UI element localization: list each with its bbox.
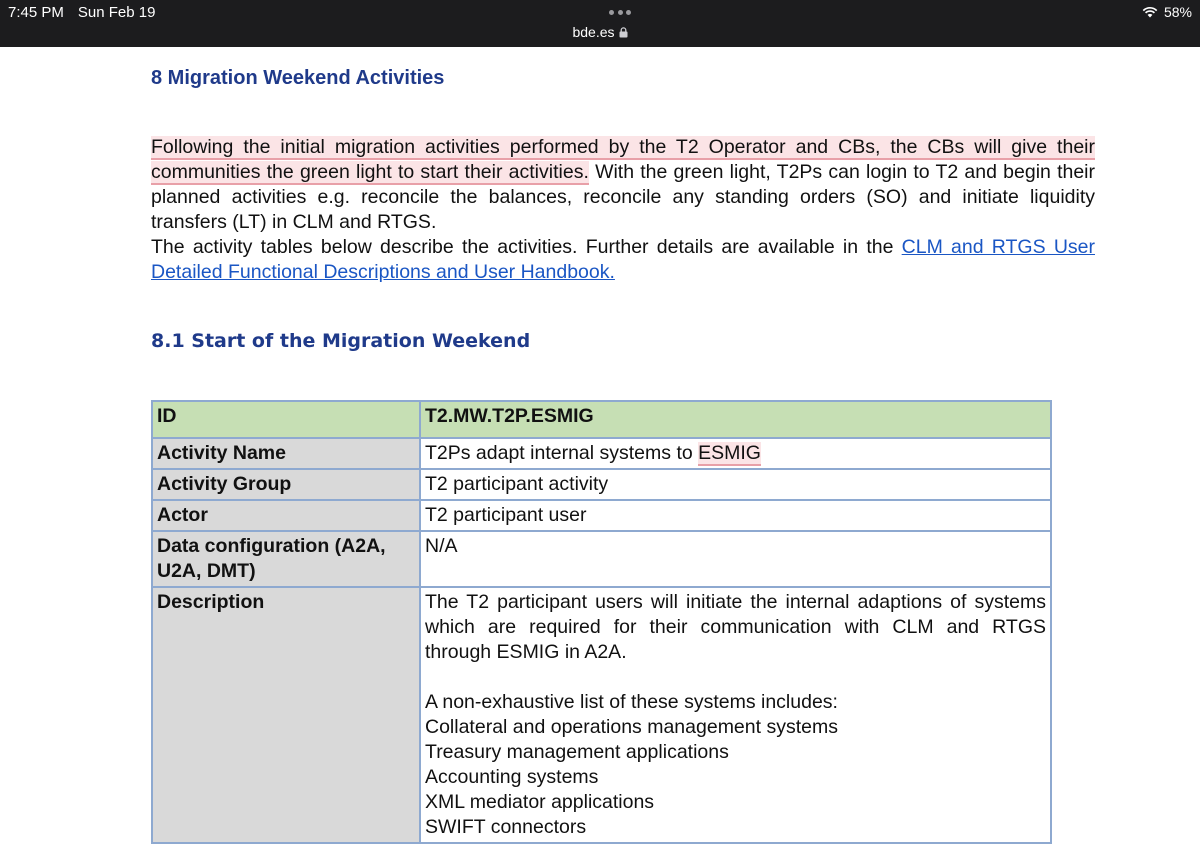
row-label-activity-group: Activity Group [152,469,420,500]
list-item: Collateral and operations management systems [425,716,838,738]
esmig-highlight[interactable]: ESMIG [698,442,761,464]
row-value-activity-name [420,438,1051,469]
wifi-icon [1142,6,1158,18]
intro-paragraph [151,135,1095,285]
paragraph-2 [151,235,1095,285]
table-row [152,500,1051,531]
browser-top-bar [0,0,1200,47]
table-row [152,531,1051,587]
section-heading: 8 Migration Weekend Activities [151,67,445,89]
paragraph-1-rest: With the green light, T2Ps can login to T2 and begin their planned activities e.g. reconcile the balances, reconcile any standing orders (SO) and initiate liquidity transfers (LT) in CLM and RTGS. [151,161,1096,233]
row-value-actor: T2 participant user [420,500,1051,531]
paragraph-1 [151,135,1095,235]
row-value-id: T2.MW.T2P.ESMIG [420,401,1051,438]
status-time: 7:45 PM [8,4,64,21]
table-row [152,587,1051,843]
row-label-description: Description [152,587,420,843]
row-label-id: ID [152,401,420,438]
row-label-actor: Actor [152,500,420,531]
paragraph-2-text: The activity tables below describe the activities. Further details are available in the [151,236,902,258]
url-text: bde.es [572,24,615,40]
table-row [152,438,1051,469]
status-date: Sun Feb 19 [77,4,156,21]
row-value-description [420,587,1051,843]
highlighted-text[interactable]: Following the initial migration activities performed by the T2 Operator and CBs, the CBs will give their communities the green light to start their activities. [151,136,1095,183]
row-label-data-configuration: Data configuration (A2A, U2A, DMT) [152,531,420,587]
activity-name-text: T2Ps adapt internal systems to [425,442,699,464]
list-item: SWIFT connectors [425,816,587,838]
status-right [1142,4,1192,20]
row-value-data-configuration: N/A [420,531,1051,587]
more-dots-icon[interactable] [609,10,631,16]
document-page [0,47,1200,867]
list-item: Accounting systems [425,766,599,788]
subsection-heading: 8.1 Start of the Migration Weekend [151,330,531,352]
address-bar[interactable] [0,24,1200,40]
list-item: Treasury management applications [425,741,729,763]
list-item: XML mediator applications [425,791,655,813]
description-list-intro: A non-exhaustive list of these systems includes: [425,691,838,713]
table-row [152,401,1051,438]
lock-icon [619,27,628,38]
table-row [152,469,1051,500]
status-clock [8,4,155,21]
row-value-activity-group: T2 participant activity [420,469,1051,500]
handbook-link[interactable]: CLM and RTGS User Detailed Functional Descriptions and User Handbook. [151,236,1095,283]
activity-table [151,400,1052,844]
description-intro: The T2 participant users will initiate the internal adaptions of systems which are required for their communication with CLM and RTGS through ESMIG in A2A. [425,591,1046,663]
row-label-activity-name: Activity Name [152,438,420,469]
battery-level: 58% [1163,4,1192,20]
